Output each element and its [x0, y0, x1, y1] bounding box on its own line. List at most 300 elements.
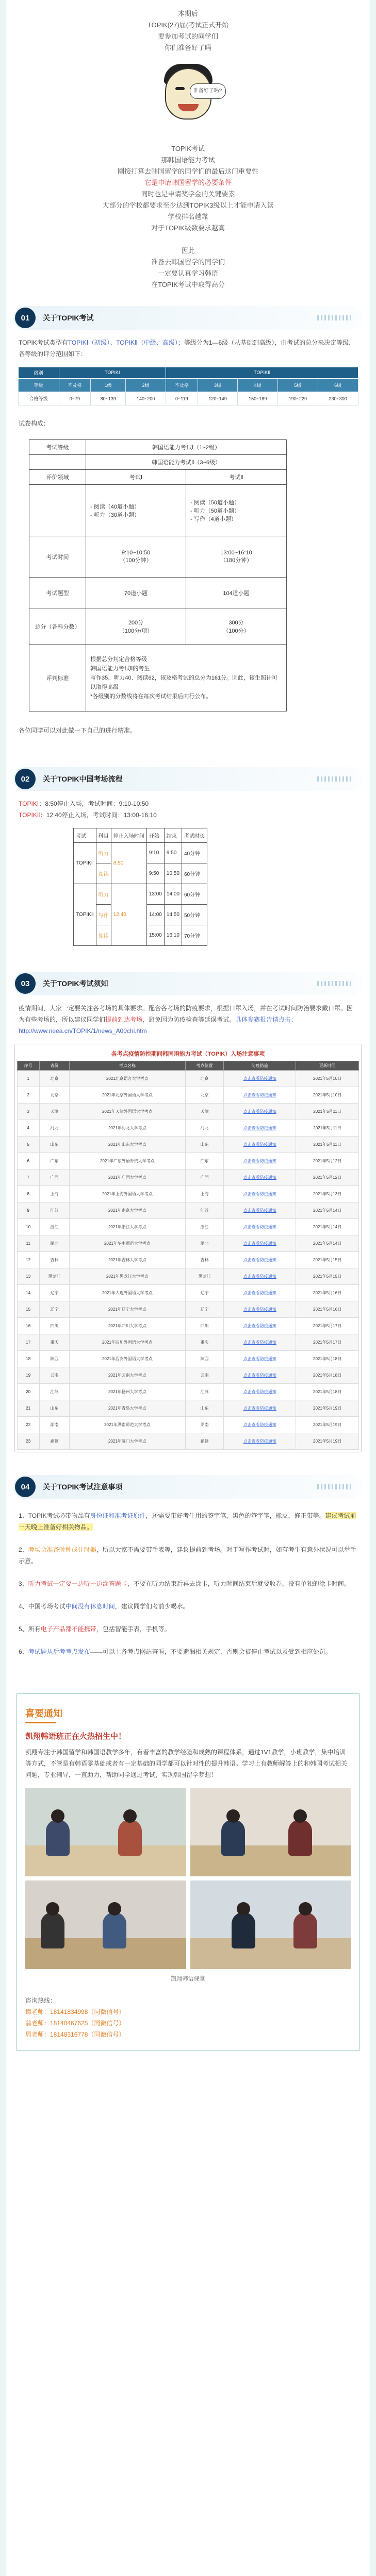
cell: 10:50 — [164, 863, 182, 884]
cell: 14:00 — [164, 884, 182, 905]
table-cell: 7 — [18, 1170, 40, 1186]
table-cell: 江苏 — [185, 1202, 224, 1219]
intro-line: 在TOPIK考试中取得高分 — [151, 281, 225, 289]
section-number: 02 — [15, 769, 36, 789]
intro-line: 一定要认真学习韩语 — [157, 269, 218, 277]
table-row — [18, 1334, 359, 1351]
grade-table-cell: 5级 — [278, 379, 318, 392]
intro-line: 刚接打算去韩国留学的同学们的最后这门重要性 — [117, 167, 258, 175]
table-row — [18, 1318, 359, 1334]
table-row — [18, 1071, 359, 1087]
table-cell: 6 — [18, 1153, 40, 1170]
table-cell: 广东 — [185, 1153, 224, 1170]
section-number: 04 — [15, 1477, 36, 1497]
schedule-table — [73, 828, 207, 946]
table-cell: 2021年5月12日 — [296, 1170, 359, 1186]
intro-line-highlight: 它是申请韩国留学的必要条件 — [144, 179, 232, 187]
table-cell: 福建 — [185, 1433, 224, 1450]
table-cell: 2021年5月15日 — [296, 1252, 359, 1268]
cell: TOPIKⅠ — [74, 843, 96, 884]
table-cell: 13 — [18, 1268, 40, 1285]
table-cell: 云南 — [39, 1367, 70, 1384]
note-item: 5、所有电子产品都不能携带，包括智能手表，手机等。 — [19, 1625, 171, 1633]
cell: TOPIKⅡ — [74, 884, 96, 946]
classroom-photo — [25, 1880, 186, 1969]
table-cell: 2021年西安外国语大学考点 — [70, 1351, 185, 1367]
covid-notice-table: 序号 省份 考点名称 考点位置 防疫措施 更新时间 1 北京 2021北京语言大学考点 北京 点击查看防疫通知 2021年5月10日 2 北京 2021年北京外国语大学考点 北京 点击查看防疫通知 2021年5月10日 3 天津 2021年天津外国语大学考点 天津 点击查看防疫通知 2021年5月11日 4 河北 2021年河北大学考点 河北 点击查看防疫通知 2021年5月11日 5 山东 2021年山东大学考点 山东 点击查看防疫通知 2021年5月11日 6 广东 2021年广东外语外贸大学考点 广东 点击查看防疫通知 2021年5月12日 7 广西 2021年广西大学考点 广西 点击查看防疫通知 2021年5月12日 8 上海 2021年上海外国语大学考点 上海 点击查看防疫通知 2021年5月13日 9 江苏 2021年南京大学考点 江苏 点击查看防疫通知 2021年5月14日 10 浙江 2021年浙江大学考点 浙江 点击查看防疫通知 2021年5月14日 11 湖北 2021年华中师范大学考点 湖北 点击查看防疫通知 2021年5月14日 12 吉林 2021年吉林大学考点 吉林 点击查看防疫通知 2021年5月15日 13 黑龙江 2021年黑龙江大学考点 黑龙江 点击查看防疫通知 2021年5月15日 14 辽宁 2021年大连外国语大学考点 辽宁 点击查看防疫通知 2021年5月16日 15 辽宁 2021年辽宁大学考点 辽宁 点击查看防疫通知 2021年5月16日 16 四川 2021年四川大学考点 四川 点击查看防疫通知 2021年5月17日 17 重庆 2021年四川外国语大学考点 重庆 点击查看防疫通知 2021年5月17日 18 陕西 2021年西安外国语大学考点 陕西 点击查看防疫通知 2021年5月18日 19 云南 2021年云南大学考点 云南 点击查看防疫通知 2021年5月18日 20 江苏 2021年扬州大学考点 江苏 点击查看防疫通知 2021年5月18日 21 山东 2021年青岛大学考点 山东 点击查看防疫通知 2021年5月19日 22 湖南 2021年湖南师范大学考点 湖南 点击查看防疫通知 2021年5月19日 23 福建 2021年厦门大学考点 福建 点击查看防疫通知 2021年5月19日 — [17, 1061, 359, 1450]
contact-line: 周老师：18148316778（同微信号） — [25, 2031, 125, 2038]
table-cell: 吉林 — [39, 1252, 70, 1268]
cell: 考试等级 — [29, 440, 86, 455]
table-cell: 上海 — [39, 1186, 70, 1202]
table-cell: 2021年浙江大学考点 — [70, 1219, 185, 1235]
notice-link[interactable]: 点击查看防疫通知 — [224, 1351, 296, 1367]
grade-table-header: 级别 — [18, 367, 59, 379]
table-cell: 2021年四川大学考点 — [70, 1318, 185, 1334]
notice-link[interactable]: 点击查看防疫通知 — [224, 1334, 296, 1351]
cell: 50分钟 — [182, 905, 207, 925]
table-row — [18, 1087, 359, 1104]
table-row — [18, 1235, 359, 1252]
cell: 9:10~10:50 （100分钟） — [86, 536, 186, 578]
table-cell: 山东 — [185, 1137, 224, 1153]
cell: 阅读 — [96, 925, 111, 946]
meme-image — [150, 59, 227, 136]
table-cell: 2021北京语言大学考点 — [70, 1071, 185, 1087]
notice-link[interactable]: 点击查看防疫通知 — [224, 1318, 296, 1334]
intro-line: 大部分的学校都要求至少达到TOPIK3级以上才能申请入读 — [102, 201, 274, 209]
cell: - 阅读（40道小题） - 听力（30道小题） — [86, 485, 186, 536]
table-cell: 2021年广西大学考点 — [70, 1170, 185, 1186]
cell: 根据总分判定合格等级 韩国语能力考试Ⅱ的考生 写作35、听力40、阅读62，该及格考试的总分为161分。因此，该生照计可以取得高级 *各级别的分数线将在每次考试结果后向行公布。 — [86, 645, 287, 711]
table-cell: 广西 — [39, 1170, 70, 1186]
table-cell: 山东 — [39, 1137, 70, 1153]
table-cell: 2021年5月16日 — [296, 1301, 359, 1318]
photo-caption: 凯翔韩语课堂 — [171, 1976, 205, 1982]
note-item: 6、考试题从后考考点发布——可以上各考点网站查看，不要遗漏相关规定，否则会被停止考试以及受到相应处罚。 — [19, 1648, 332, 1655]
grade-table-cell: 150~189 — [238, 392, 278, 405]
table-cell: 浙江 — [39, 1219, 70, 1235]
section-number: 03 — [15, 973, 36, 994]
table-cell: 2021年辽宁大学考点 — [70, 1301, 185, 1318]
table-cell: 湖南 — [185, 1417, 224, 1433]
table-cell: 天津 — [39, 1104, 70, 1120]
notice-link[interactable]: 点击查看防疫通知 — [224, 1170, 296, 1186]
table-cell: 2021年5月14日 — [296, 1202, 359, 1219]
cell: 60分钟 — [182, 863, 207, 884]
intro-line: 要参加考试的同学们 — [157, 32, 218, 40]
table-cell: 四川 — [185, 1318, 224, 1334]
table-cell: 2021年黑龙江大学考点 — [70, 1268, 185, 1285]
promo-card — [17, 1693, 359, 2051]
notice-link[interactable]: 点击查看防疫通知 — [224, 1202, 296, 1219]
table-cell: 11 — [18, 1235, 40, 1252]
section-title: 关于TOPIK中国考场流程 — [43, 775, 123, 783]
notice-link[interactable]: 点击查看防疫通知 — [224, 1400, 296, 1417]
cell: 12:40 — [111, 884, 146, 946]
table-cell: 14 — [18, 1285, 40, 1301]
section-number: 01 — [15, 308, 36, 328]
table-row — [18, 1120, 359, 1137]
decorative-dots — [317, 1484, 353, 1489]
table-cell: 2021年北京外国语大学考点 — [70, 1087, 185, 1104]
classroom-photo — [190, 1788, 351, 1876]
table-row — [18, 1202, 359, 1219]
table-cell: 2021年5月18日 — [296, 1384, 359, 1400]
table-row — [18, 1104, 359, 1120]
notice-link[interactable]: 点击查看防疫通知 — [224, 1417, 296, 1433]
table-cell: 16 — [18, 1318, 40, 1334]
notice-link[interactable]: 点击查看防疫通知 — [224, 1235, 296, 1252]
cell: 停止入场时间 — [111, 828, 146, 843]
table-cell: 2021年5月11日 — [296, 1137, 359, 1153]
classroom-photo — [190, 1880, 351, 1969]
section-header-3 — [13, 972, 363, 995]
table-cell: 3 — [18, 1104, 40, 1120]
table-cell: 2021年上海外国语大学考点 — [70, 1186, 185, 1202]
decorative-dots — [317, 776, 353, 782]
note-item: 2、考场会准备时钟或计时器，所以大家不需要带手表等，建议提前到考场。对于写作考试时，如有考生有意外状况可以举手示意。 — [19, 1546, 356, 1565]
table-cell: 2021年云南大学考点 — [70, 1367, 185, 1384]
notice-link[interactable]: 点击查看防疫通知 — [224, 1137, 296, 1153]
table-cell: 2021年华中师范大学考点 — [70, 1235, 185, 1252]
table-cell: 黑龙江 — [39, 1268, 70, 1285]
note-item: 1、TOPIK考试必带物品有身份证和准考证原件，还需要带好考生用的签字笔，黑色的签字笔，橡皮，修正带等。建议考试前一天晚上准备好相关物品。 — [19, 1512, 356, 1531]
cell: 评价领域 — [29, 470, 86, 485]
table-cell: 云南 — [185, 1367, 224, 1384]
table-cell: 22 — [18, 1417, 40, 1433]
table-cell: 8 — [18, 1186, 40, 1202]
grade-table-cell: 230~300 — [318, 392, 358, 405]
section-header-4 — [13, 1475, 363, 1499]
cell: 考试时长 — [182, 828, 207, 843]
table-cell: 辽宁 — [185, 1285, 224, 1301]
table-cell: 2021年5月12日 — [296, 1153, 359, 1170]
table-row — [18, 1252, 359, 1268]
cell: 考试时间 — [29, 536, 86, 578]
table-cell: 北京 — [39, 1071, 70, 1087]
cell: 阅读 — [96, 863, 111, 884]
cell: 韩国语能力考试Ⅰ（1~2级） — [86, 440, 287, 455]
table-cell: 4 — [18, 1120, 40, 1137]
table-row — [18, 1285, 359, 1301]
table-row — [18, 1153, 359, 1170]
table-cell: 21 — [18, 1400, 40, 1417]
cell: 9:50 — [146, 863, 164, 884]
table-cell: 陕西 — [39, 1351, 70, 1367]
decorative-dots — [317, 981, 353, 986]
table-cell: 2021年5月19日 — [296, 1400, 359, 1417]
grade-table-cell: 6级 — [318, 379, 358, 392]
cell: 70分钟 — [182, 925, 207, 946]
grade-table-cell: 4级 — [238, 379, 278, 392]
table-cell: 辽宁 — [39, 1285, 70, 1301]
table-cell: 2021年5月18日 — [296, 1351, 359, 1367]
table-cell: 2021年5月19日 — [296, 1433, 359, 1450]
table-cell: 18 — [18, 1351, 40, 1367]
intro-line: 你们准备好了吗 — [164, 44, 211, 52]
section-header-1 — [13, 306, 363, 330]
table-cell: 广西 — [185, 1170, 224, 1186]
notice-link[interactable]: 点击查看防疫通知 — [224, 1268, 296, 1285]
grade-table-cell: 0~119 — [166, 392, 198, 405]
cell: 开始 — [146, 828, 164, 843]
notice-link[interactable]: 点击查看防疫通知 — [224, 1087, 296, 1104]
contact-line: 谭老师：18141834998（同微信号） — [25, 2008, 125, 2015]
table-cell: 19 — [18, 1367, 40, 1384]
note-item: 3、听力考试一定要一边听一边涂答题卡，不要在听力结束后再去涂卡，听力时间结束后就要收卷，没有单独的涂卡时间。 — [19, 1580, 350, 1587]
decorative-dots — [317, 315, 353, 320]
table-cell: 陕西 — [185, 1351, 224, 1367]
classroom-photo — [25, 1788, 186, 1876]
table-cell: 2021年湖南师范大学考点 — [70, 1417, 185, 1433]
notice-link[interactable]: 点击查看防疫通知 — [224, 1153, 296, 1170]
table-cell: 2021年广东外语外贸大学考点 — [70, 1153, 185, 1170]
table-cell: 15 — [18, 1301, 40, 1318]
notice-link[interactable]: 点击查看防疫通知 — [224, 1104, 296, 1120]
cell: 科目 — [96, 828, 111, 843]
intro — [6, 0, 370, 291]
table-cell: 吉林 — [185, 1252, 224, 1268]
table-cell: 重庆 — [185, 1334, 224, 1351]
table-cell: 山东 — [185, 1400, 224, 1417]
notice-link[interactable]: 点击查看防疫通知 — [224, 1301, 296, 1318]
table-row — [18, 1137, 359, 1153]
grade-table-cell: 80~139 — [91, 392, 126, 405]
cell: 考试Ⅱ — [186, 470, 287, 485]
grade-table-cell: 合格等级 — [18, 392, 59, 405]
table-cell: 23 — [18, 1433, 40, 1450]
classroom-photos — [25, 1788, 351, 1969]
sec1-paragraph-2: 试卷构成： — [19, 420, 50, 427]
table-cell: 2021年5月13日 — [296, 1186, 359, 1202]
grade-table-cell: 等级 — [18, 379, 59, 392]
grade-table-cell: 0~79 — [59, 392, 91, 405]
contact-info: 咨询热线： 谭老师：18141834998（同微信号） 蒲老师：18140467625（同微信号） 周老师：18148316778（同微信号） — [25, 1995, 351, 2040]
table-cell: 上海 — [185, 1186, 224, 1202]
notice-link[interactable]: 点击查看防疫通知 — [224, 1186, 296, 1202]
table-row — [18, 1417, 359, 1433]
reference-link[interactable]: 具体参赛报告请点击：http://www.neea.cn/TOPIK/1/news_A00chi.htm — [19, 1016, 298, 1035]
table-cell: 10 — [18, 1219, 40, 1235]
cell: 40分钟 — [182, 843, 207, 863]
grade-table-header: TOPIKⅡ — [166, 367, 358, 379]
notice-link[interactable]: 点击查看防疫通知 — [224, 1384, 296, 1400]
table-row — [18, 1400, 359, 1417]
table-cell: 2021年大连外国语大学考点 — [70, 1285, 185, 1301]
intro-line: 同时也是申请奖学金的关键要素 — [141, 190, 235, 198]
cell: 13:00 — [146, 884, 164, 905]
table-cell: 2021年南京大学考点 — [70, 1202, 185, 1219]
table-cell: 2021年5月19日 — [296, 1417, 359, 1433]
covid-notice-table-image — [14, 1044, 362, 1452]
table-row — [18, 1433, 359, 1450]
table-cell: 2021年5月10日 — [296, 1087, 359, 1104]
notice-link[interactable]: 点击查看防疫通知 — [224, 1252, 296, 1268]
table-cell: 2021年四川外国语大学考点 — [70, 1334, 185, 1351]
table-cell: 河北 — [39, 1120, 70, 1137]
table-cell: 2021年5月17日 — [296, 1318, 359, 1334]
table-cell: 2021年5月17日 — [296, 1334, 359, 1351]
table-cell: 2021年5月18日 — [296, 1367, 359, 1384]
cell: 写作 — [96, 905, 111, 925]
cell: 评判标准 — [29, 645, 86, 711]
section-title: 关于TOPIK考试 — [43, 314, 94, 322]
table-cell: 2021年吉林大学考点 — [70, 1252, 185, 1268]
table-cell: 天津 — [185, 1104, 224, 1120]
table-cell: 江苏 — [39, 1202, 70, 1219]
table-cell: 2021年5月14日 — [296, 1235, 359, 1252]
notice-link[interactable]: 点击查看防疫通知 — [224, 1120, 296, 1137]
table-cell: 江苏 — [185, 1384, 224, 1400]
notice-link[interactable]: 点击查看防疫通知 — [224, 1367, 296, 1384]
promo-text: 凯翔专注于韩国留学和韩国语教学多年，有着丰富的教学经验和成熟的课程体系，通过1V1教学，小班教学，集中培训等方式，不管是有韩语零基础或者有一定基础的同学都可以针对性的提升韩语。学习上有教师解答上的和韩国考试相关问题，专业辅导，一直助力，帮助同学通过考试，实现韩国留学梦想！ — [25, 1749, 348, 1778]
table-row — [18, 1186, 359, 1202]
section-title: 关于TOPIK考试须知 — [43, 979, 108, 988]
note-item: 4、中国考场考试中间没有休息时间，建议同学们考前少喝水。 — [19, 1603, 189, 1610]
table-row — [18, 1351, 359, 1367]
cell: 听力 — [96, 884, 111, 905]
table-cell: 17 — [18, 1334, 40, 1351]
table-cell: 2021年5月16日 — [296, 1285, 359, 1301]
cell: - 阅读（50道小题） - 听力（50道小题） - 写作（4道小题） — [186, 485, 287, 536]
table-cell: 2021年5月15日 — [296, 1268, 359, 1285]
grade-table-cell: 3级 — [198, 379, 238, 392]
intro-line: 对于TOPIK级数要求越高 — [151, 224, 225, 232]
covid-table-title: 各考点疫情防控期间韩国语能力考试（TOPIK）入场注意事项 — [111, 1051, 265, 1057]
table-row — [18, 1301, 359, 1318]
intro-line: TOPIK考试 — [171, 145, 205, 152]
cell: 考试Ⅰ — [86, 470, 186, 485]
table-row — [18, 1170, 359, 1186]
cell: 14:50 — [164, 905, 182, 925]
table-row — [18, 1384, 359, 1400]
table-cell: 2021年青岛大学考点 — [70, 1400, 185, 1417]
table-cell: 2021年5月11日 — [296, 1120, 359, 1137]
table-cell: 黑龙江 — [185, 1268, 224, 1285]
cell: 104道小题 — [186, 578, 287, 608]
exam-structure-table — [29, 439, 287, 711]
grade-table-cell: 1级 — [91, 379, 126, 392]
table-row — [18, 1219, 359, 1235]
table-row — [18, 1367, 359, 1384]
cell: 结束 — [164, 828, 182, 843]
cell: 8:50 — [111, 843, 146, 884]
notice-link[interactable]: 点击查看防疫通知 — [224, 1071, 296, 1087]
cell: 考试 — [74, 828, 96, 843]
table-cell: 1 — [18, 1071, 40, 1087]
table-cell: 20 — [18, 1384, 40, 1400]
cell: 13:00~16:10 （180分钟） — [186, 536, 287, 578]
intro-line: 学校排名越靠 — [168, 213, 208, 221]
table-cell: 2021年山东大学考点 — [70, 1137, 185, 1153]
grade-table-header: TOPIKⅠ — [59, 367, 166, 379]
notes-list — [6, 1499, 370, 1657]
table-cell: 四川 — [39, 1318, 70, 1334]
table-cell: 辽宁 — [185, 1301, 224, 1318]
cell: 16:10 — [164, 925, 182, 946]
table-cell: 北京 — [39, 1087, 70, 1104]
notice-link[interactable]: 点击查看防疫通知 — [224, 1219, 296, 1235]
table-cell: 9 — [18, 1202, 40, 1219]
table-cell: 2021年5月10日 — [296, 1071, 359, 1087]
table-cell: 2021年5月11日 — [296, 1104, 359, 1120]
sec1-paragraph-3: 各位同学可以对此做一下自己的进行精准。 — [19, 727, 137, 734]
intro-line: 本期后 — [177, 10, 198, 18]
cell: 韩国语能力考试Ⅱ（3~6级） — [86, 455, 287, 470]
promo-title: 喜要通知 — [25, 1706, 359, 1723]
cell: 9:50 — [164, 843, 182, 863]
grade-table-cell: 不及格 — [166, 379, 198, 392]
sec3-paragraph: 疫情期间，大家一定要关注各考场的具体要求。配合各考场的防疫要求，根据口罩入场，并在考试时间防治要求戴口罩。因为有些考场的，所以建议同学们提前到达考场，避免因为防疫检查等延误考试。具体参赛报告请点击：http://www.neea.cn/TOPIK/1/news_A00chi.htm — [19, 1005, 353, 1035]
table-cell: 福建 — [39, 1433, 70, 1450]
sec2-schedule: TOPIKⅠ：8:50停止入场，考试时间：9:10-10:50 TOPIKⅡ：12:40停止入场，考试时间：13:00-16:10 — [19, 800, 157, 819]
table-cell: 北京 — [185, 1071, 224, 1087]
notice-link[interactable]: 点击查看防疫通知 — [224, 1285, 296, 1301]
table-cell: 5 — [18, 1137, 40, 1153]
cell: 70道小题 — [86, 578, 186, 608]
grade-table-cell: 140~200 — [126, 392, 166, 405]
intro-line: 那韩国语能力考试 — [161, 156, 215, 164]
cell: 总分（各科分数） — [29, 608, 86, 645]
grade-table-cell: 190~229 — [278, 392, 318, 405]
table-cell: 2 — [18, 1087, 40, 1104]
table-cell: 北京 — [185, 1087, 224, 1104]
table-cell: 江苏 — [39, 1384, 70, 1400]
intro-line: 准备去韩国留学的同学们 — [151, 258, 225, 266]
table-cell: 2021年扬州大学考点 — [70, 1384, 185, 1400]
table-cell: 12 — [18, 1252, 40, 1268]
cell: 15:00 — [146, 925, 164, 946]
table-cell: 2021年5月14日 — [296, 1219, 359, 1235]
table-cell: 浙江 — [185, 1219, 224, 1235]
grade-table-cell: 120~149 — [198, 392, 238, 405]
table-cell: 2021年厦门大学考点 — [70, 1433, 185, 1450]
table-cell: 山东 — [39, 1400, 70, 1417]
table-row — [18, 1268, 359, 1285]
grade-table-cell: 2级 — [126, 379, 166, 392]
table-cell: 2021年河北大学考点 — [70, 1120, 185, 1137]
intro-line: 因此 — [181, 247, 195, 255]
table-cell: 湖北 — [39, 1235, 70, 1252]
cell: 听力 — [96, 843, 111, 863]
table-cell: 2021年天津外国语大学考点 — [70, 1104, 185, 1120]
table-cell: 河北 — [185, 1120, 224, 1137]
notice-link[interactable]: 点击查看防疫通知 — [224, 1433, 296, 1450]
cell: 14:00 — [146, 905, 164, 925]
meme-bubble: 准备好了吗? — [190, 83, 226, 99]
cell: 9:10 — [146, 843, 164, 863]
article — [6, 0, 370, 2576]
grade-table-cell: 不及格 — [59, 379, 91, 392]
section-title: 关于TOPIK考试注意事项 — [43, 1483, 123, 1491]
table-cell: 重庆 — [39, 1334, 70, 1351]
table-cell: 辽宁 — [39, 1301, 70, 1318]
table-cell: 湖南 — [39, 1417, 70, 1433]
promo-headline: 凯翔韩语班正在火热招生中！ — [25, 1732, 126, 1741]
cell: 200分 （100分/项） — [86, 608, 186, 645]
cell: 300分 （100分） — [186, 608, 287, 645]
table-cell: 广东 — [39, 1153, 70, 1170]
cell: 考试题型 — [29, 578, 86, 608]
section-header-2 — [13, 767, 363, 791]
grade-table — [18, 367, 358, 405]
intro-line: TOPIK(27)届(考试正式开始 — [147, 21, 229, 29]
contact-line: 蒲老师：18140467625（同微信号） — [25, 2020, 125, 2027]
cell: 60分钟 — [182, 884, 207, 905]
table-cell: 湖北 — [185, 1235, 224, 1252]
sec1-paragraph: TOPIK考试类型有TOPIKⅠ（初级）、TOPIKⅡ（中级、高级）；等级分为1—6级（从基础到高级），由考试的总分来决定等级，各等级的评分范围如下： — [19, 339, 355, 358]
